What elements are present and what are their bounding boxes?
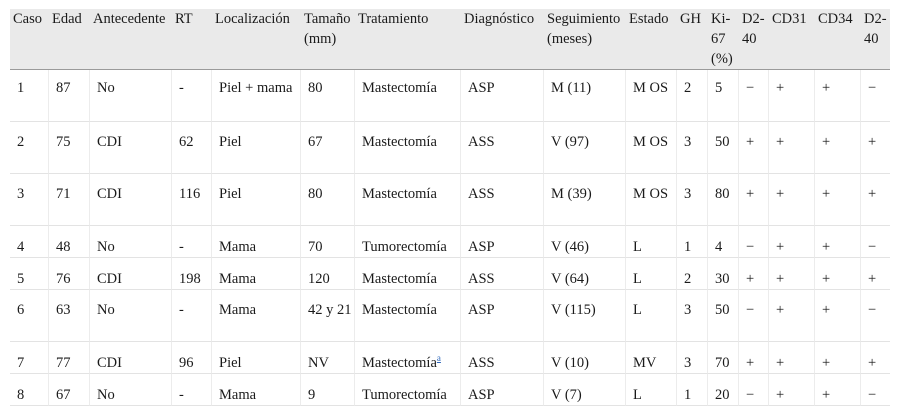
cell-caso: 1	[10, 70, 49, 122]
cell-tratamiento: Mastectomía	[355, 174, 461, 226]
table-row	[10, 258, 890, 290]
cell-localizacion: Mama	[212, 290, 301, 342]
cell-tamano: 80	[301, 70, 355, 122]
cell-ki67: 50	[708, 290, 739, 342]
cell-seguimiento: M (11)	[544, 70, 626, 122]
cell-cd31: +	[769, 342, 815, 374]
cell-d240b: +	[861, 122, 890, 174]
cell-antecedente: CDI	[90, 342, 172, 374]
cell-ki67: 50	[708, 122, 739, 174]
cell-caso: 8	[10, 374, 49, 406]
cell-caso: 7	[10, 342, 49, 374]
column-header-gh: GH	[677, 9, 708, 70]
cell-diagnostico: ASP	[461, 226, 544, 258]
cell-tratamiento: Mastectomía	[355, 258, 461, 290]
cell-cd34: +	[815, 290, 861, 342]
cell-d240a: −	[739, 226, 769, 258]
cell-diagnostico: ASP	[461, 290, 544, 342]
cell-antecedente: No	[90, 290, 172, 342]
cell-tratamiento: Mastectomía	[355, 290, 461, 342]
cell-cd34: +	[815, 174, 861, 226]
cell-rt: 116	[172, 174, 212, 226]
table-row	[10, 226, 890, 258]
column-header-ki67: Ki-67 (%)	[708, 9, 739, 70]
cell-diagnostico: ASP	[461, 70, 544, 122]
cell-ki67: 70	[708, 342, 739, 374]
cell-diagnostico: ASS	[461, 122, 544, 174]
cell-ki67: 5	[708, 70, 739, 122]
table-body	[10, 70, 890, 406]
column-header-seguimiento: Seguimiento (meses)	[544, 9, 626, 70]
column-header-cd31: CD31	[769, 9, 815, 70]
cell-gh: 2	[677, 70, 708, 122]
cell-ki67: 80	[708, 174, 739, 226]
cell-estado: M OS	[626, 70, 677, 122]
cell-cd34: +	[815, 122, 861, 174]
cell-tamano: 42 y 21	[301, 290, 355, 342]
cell-tamano: 80	[301, 174, 355, 226]
cell-caso: 6	[10, 290, 49, 342]
cell-d240b: −	[861, 374, 890, 406]
column-header-tratamiento: Tratamiento	[355, 9, 461, 70]
cell-rt: -	[172, 290, 212, 342]
cell-cd31: +	[769, 258, 815, 290]
cell-cd34: +	[815, 342, 861, 374]
cell-diagnostico: ASS	[461, 258, 544, 290]
cell-estado: M OS	[626, 122, 677, 174]
cell-estado: L	[626, 226, 677, 258]
cell-d240b: −	[861, 226, 890, 258]
cell-d240b: −	[861, 70, 890, 122]
column-header-d240a: D2-40	[739, 9, 769, 70]
cell-cd31: +	[769, 374, 815, 406]
cell-ki67: 20	[708, 374, 739, 406]
cell-edad: 63	[49, 290, 90, 342]
cell-cd31: +	[769, 70, 815, 122]
column-header-edad: Edad	[49, 9, 90, 70]
cell-d240a: −	[739, 374, 769, 406]
cell-localizacion: Piel	[212, 342, 301, 374]
cell-localizacion: Mama	[212, 226, 301, 258]
cell-rt: 198	[172, 258, 212, 290]
cell-edad: 76	[49, 258, 90, 290]
cell-seguimiento: V (97)	[544, 122, 626, 174]
cell-tamano: 120	[301, 258, 355, 290]
cell-localizacion: Piel	[212, 174, 301, 226]
footnote-link[interactable]: a	[436, 353, 441, 364]
cell-edad: 77	[49, 342, 90, 374]
cell-edad: 87	[49, 70, 90, 122]
column-header-tamano: Tamaño (mm)	[301, 9, 355, 70]
table-row	[10, 122, 890, 174]
cell-ki67: 30	[708, 258, 739, 290]
cell-caso: 3	[10, 174, 49, 226]
column-header-localizacion: Localización	[212, 9, 301, 70]
cell-gh: 3	[677, 174, 708, 226]
cell-rt: 96	[172, 342, 212, 374]
cell-d240b: +	[861, 258, 890, 290]
column-header-estado: Estado	[626, 9, 677, 70]
cell-diagnostico: ASS	[461, 342, 544, 374]
cell-d240a: +	[739, 122, 769, 174]
table-row	[10, 174, 890, 226]
cell-cd34: +	[815, 258, 861, 290]
column-header-antecedente: Antecedente	[90, 9, 172, 70]
cell-cd31: +	[769, 122, 815, 174]
table-row	[10, 374, 890, 406]
cell-estado: M OS	[626, 174, 677, 226]
column-header-cd34: CD34	[815, 9, 861, 70]
cell-diagnostico: ASP	[461, 374, 544, 406]
cell-antecedente: CDI	[90, 122, 172, 174]
cell-estado: L	[626, 290, 677, 342]
cell-tamano: 67	[301, 122, 355, 174]
cell-d240b: −	[861, 290, 890, 342]
cell-cd34: +	[815, 374, 861, 406]
cell-estado: MV	[626, 342, 677, 374]
cell-tratamiento: Tumorectomía	[355, 374, 461, 406]
cell-edad: 67	[49, 374, 90, 406]
cell-seguimiento: M (39)	[544, 174, 626, 226]
cell-localizacion: Mama	[212, 258, 301, 290]
cell-edad: 48	[49, 226, 90, 258]
cell-gh: 1	[677, 226, 708, 258]
column-header-diagnostico: Diagnóstico	[461, 9, 544, 70]
cell-rt: -	[172, 226, 212, 258]
cell-estado: L	[626, 374, 677, 406]
cell-tamano: 9	[301, 374, 355, 406]
table-container	[10, 9, 890, 406]
cell-antecedente: CDI	[90, 258, 172, 290]
cell-estado: L	[626, 258, 677, 290]
cell-ki67: 4	[708, 226, 739, 258]
cell-caso: 5	[10, 258, 49, 290]
cell-tamano: NV	[301, 342, 355, 374]
cell-d240b: +	[861, 174, 890, 226]
cell-localizacion: Mama	[212, 374, 301, 406]
cell-rt: -	[172, 374, 212, 406]
cell-seguimiento: V (115)	[544, 290, 626, 342]
cell-gh: 1	[677, 374, 708, 406]
cell-cd31: +	[769, 174, 815, 226]
cell-seguimiento: V (64)	[544, 258, 626, 290]
cell-caso: 2	[10, 122, 49, 174]
table-row	[10, 290, 890, 342]
cell-d240a: +	[739, 342, 769, 374]
cell-caso: 4	[10, 226, 49, 258]
cell-antecedente: CDI	[90, 174, 172, 226]
cell-seguimiento: V (46)	[544, 226, 626, 258]
cases-table	[10, 9, 890, 406]
column-header-d240b: D2-40	[861, 9, 890, 70]
cell-d240b: +	[861, 342, 890, 374]
cell-tratamiento: Mastectomía	[355, 70, 461, 122]
cell-diagnostico: ASS	[461, 174, 544, 226]
cell-tratamiento: Mastectomía	[355, 122, 461, 174]
cell-cd31: +	[769, 290, 815, 342]
cell-tamano: 70	[301, 226, 355, 258]
cell-gh: 2	[677, 258, 708, 290]
cell-d240a: +	[739, 174, 769, 226]
cell-d240a: +	[739, 258, 769, 290]
cell-seguimiento: V (10)	[544, 342, 626, 374]
cell-gh: 3	[677, 290, 708, 342]
cell-antecedente: No	[90, 226, 172, 258]
cell-text: Mastectomía	[362, 355, 437, 371]
column-header-rt: RT	[172, 9, 212, 70]
cell-rt: 62	[172, 122, 212, 174]
cell-gh: 3	[677, 122, 708, 174]
table-row	[10, 342, 890, 374]
table-header-row	[10, 9, 890, 70]
cell-antecedente: No	[90, 70, 172, 122]
cell-cd31: +	[769, 226, 815, 258]
cell-edad: 71	[49, 174, 90, 226]
column-header-caso: Caso	[10, 9, 49, 70]
cell-cd34: +	[815, 70, 861, 122]
table-row	[10, 70, 890, 122]
cell-rt: -	[172, 70, 212, 122]
cell-d240a: −	[739, 70, 769, 122]
cell-antecedente: No	[90, 374, 172, 406]
cell-d240a: −	[739, 290, 769, 342]
cell-tratamiento	[355, 342, 461, 374]
cell-tratamiento: Tumorectomía	[355, 226, 461, 258]
cell-cd34: +	[815, 226, 861, 258]
cell-edad: 75	[49, 122, 90, 174]
cell-localizacion: Piel	[212, 122, 301, 174]
cell-gh: 3	[677, 342, 708, 374]
cell-seguimiento: V (7)	[544, 374, 626, 406]
cell-localizacion: Piel + mama	[212, 70, 301, 122]
